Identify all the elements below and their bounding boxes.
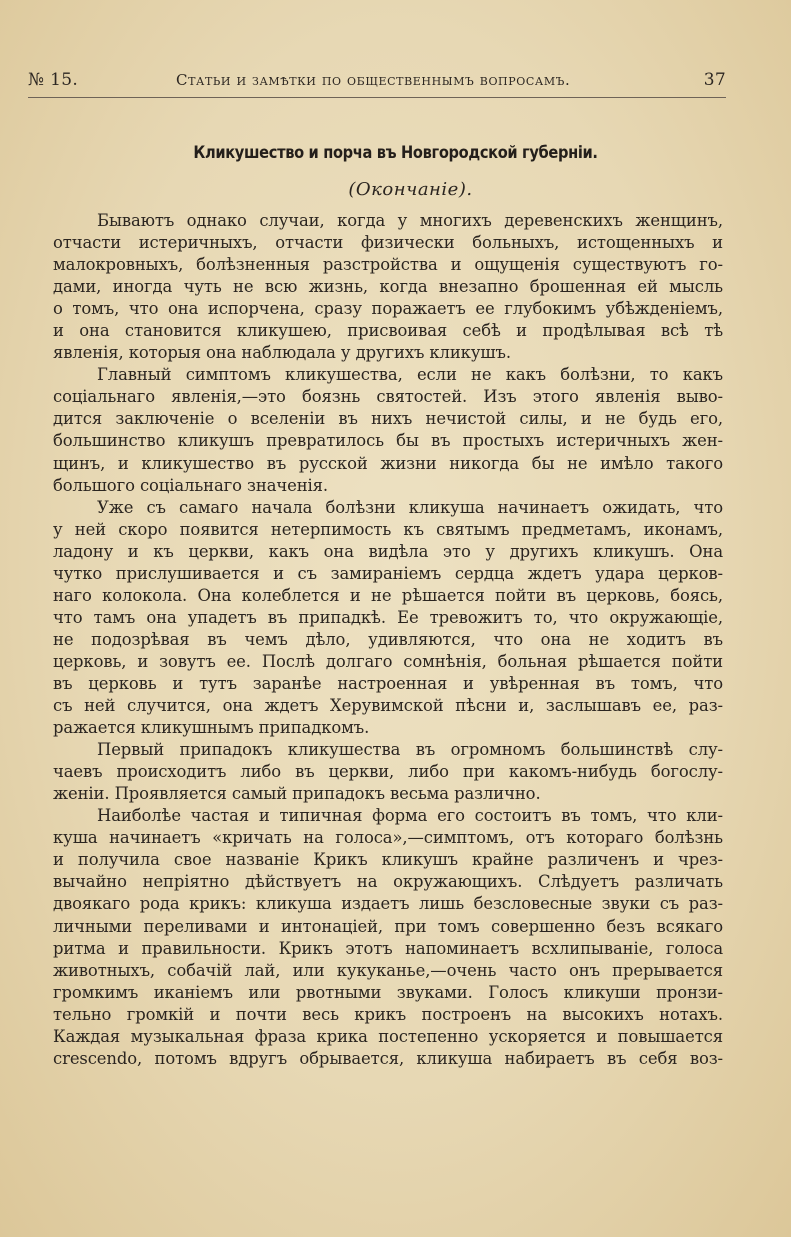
text-line: чаевъ происходитъ либо въ церкви, либо при какомъ-нибудь богослу-: [53, 762, 723, 782]
page-number: 37: [703, 70, 726, 90]
text-line: crescendo, потомъ вдругъ обрывается, кликуша набираетъ въ себя воз-: [53, 1048, 723, 1068]
text-line: ражается кликушнымъ припадкомъ.: [53, 718, 370, 738]
header-rule: [28, 97, 726, 98]
text-line: Каждая музыкальная фраза крика постепенно ускоряется и повышается: [53, 1026, 723, 1046]
running-header: [28, 70, 726, 96]
text-line: малокровныхъ, болѣзненныя разстройства и ощущенія существуютъ го-: [53, 255, 723, 275]
text-line: щинъ, и кликушество въ русской жизни никогда бы не имѣло такого: [53, 453, 723, 473]
text-line: Бываютъ однако случаи, когда у многихъ деревенскихъ женщинъ,: [97, 211, 723, 230]
text-line: громкимъ иканіемъ или рвотными звуками. Голосъ кликуши пронзи-: [53, 982, 723, 1002]
text-line: ладону и къ церкви, какъ она видѣла это у другихъ кликушъ. Она: [53, 541, 723, 561]
running-title: Статьи и замѣтки по общественнымъ вопросамъ.: [176, 71, 571, 89]
text-line: въ церковь и тутъ заранѣе настроенная и увѣренная въ томъ, что: [53, 673, 723, 693]
text-line: Наиболѣе частая и типичная форма его состоитъ въ томъ, что кли-: [97, 806, 723, 826]
text-line: Первый припадокъ кликушества въ огромномъ большинствѣ слу-: [97, 740, 723, 760]
text-line: церковь, и зовутъ ее. Послѣ долгаго сомнѣнія, больная рѣшается пойти: [53, 651, 723, 671]
text-line: куша начинаетъ «кричать на голоса»,—симптомъ, отъ котораго болѣзнь: [53, 828, 723, 848]
text-line: у ней скоро появится нетерпимость къ святымъ предметамъ, иконамъ,: [53, 519, 723, 539]
text-line: вычайно непріятно дѣйствуетъ на окружающихъ. Слѣдуетъ различать: [53, 872, 723, 892]
text-line: отчасти истеричныхъ, отчасти физически больныхъ, истощенныхъ и: [53, 233, 723, 253]
text-line: съ ней случится, она ждетъ Херувимской пѣсни и, заслышавъ ее, раз-: [53, 696, 723, 716]
text-line: тельно громкiй и почти весь крикъ построенъ на высокихъ нотахъ.: [53, 1004, 723, 1024]
text-line: женіи. Проявляется самый припадокъ весьма различно.: [53, 784, 541, 804]
article-subtitle: (Окончаніе).: [348, 179, 473, 200]
text-line: наго колокола. Она колеблется и не рѣшается пойти въ церковь, боясь,: [53, 585, 723, 605]
issue-number: № 15.: [28, 70, 79, 90]
article-body: [53, 210, 723, 1070]
text-line: явленія, которыя она наблюдала у другихъ кликушъ.: [53, 343, 511, 363]
text-line: и она становится кликушею, присвоивая себѣ и продѣлывая всѣ тѣ: [53, 321, 723, 341]
text-line: и получила свое названіе Крикъ кликушъ крайне различенъ и чрез-: [53, 850, 723, 870]
text-line: ритма и правильности. Крикъ этотъ напоминаетъ всхлипываніе, голоса: [53, 938, 723, 958]
text-line: большинство кликушъ превратилось бы въ простыхъ истеричныхъ жен-: [53, 431, 723, 451]
text-line: Уже съ самаго начала болѣзни кликуша начинаетъ ожидать, что: [97, 497, 723, 517]
text-line: чутко прислушивается и съ замираніемъ сердца ждетъ удара церков-: [53, 563, 723, 583]
article-title: Кликушество и порча въ Новгородской губерніи.: [193, 143, 598, 163]
text-line: животныхъ, собачiй лай, или кукуканье,—очень часто онъ прерывается: [53, 960, 723, 980]
text-line: что тамъ она упадетъ въ припадкѣ. Ее тревожитъ то, что окружающіе,: [53, 607, 723, 627]
text-line: двоякаго рода крикъ: кликуша издаетъ лишь безсловесные звуки съ раз-: [53, 894, 723, 914]
text-line: о томъ, что она испорчена, сразу поражаетъ ее глубокимъ убѣжденіемъ,: [53, 299, 723, 319]
text-line: не подозрѣвая въ чемъ дѣло, удивляются, что она не ходитъ въ: [53, 629, 723, 649]
text-line: дами, иногда чуть не всю жизнь, когда внезапно брошенная ей мысль: [53, 277, 723, 297]
text-line: личными переливами и интонацiей, при томъ совершенно безъ всякаго: [53, 916, 723, 936]
text-line: дится заключеніе о вселеніи въ нихъ нечистой силы, и не будь его,: [53, 409, 723, 429]
text-line: большого соціальнаго значенія.: [53, 475, 329, 495]
text-line: Главный симптомъ кликушества, если не какъ болѣзни, то какъ: [97, 365, 723, 385]
text-line: соціальнаго явленія,—это боязнь святостей. Изъ этого явленія выво-: [53, 387, 723, 407]
